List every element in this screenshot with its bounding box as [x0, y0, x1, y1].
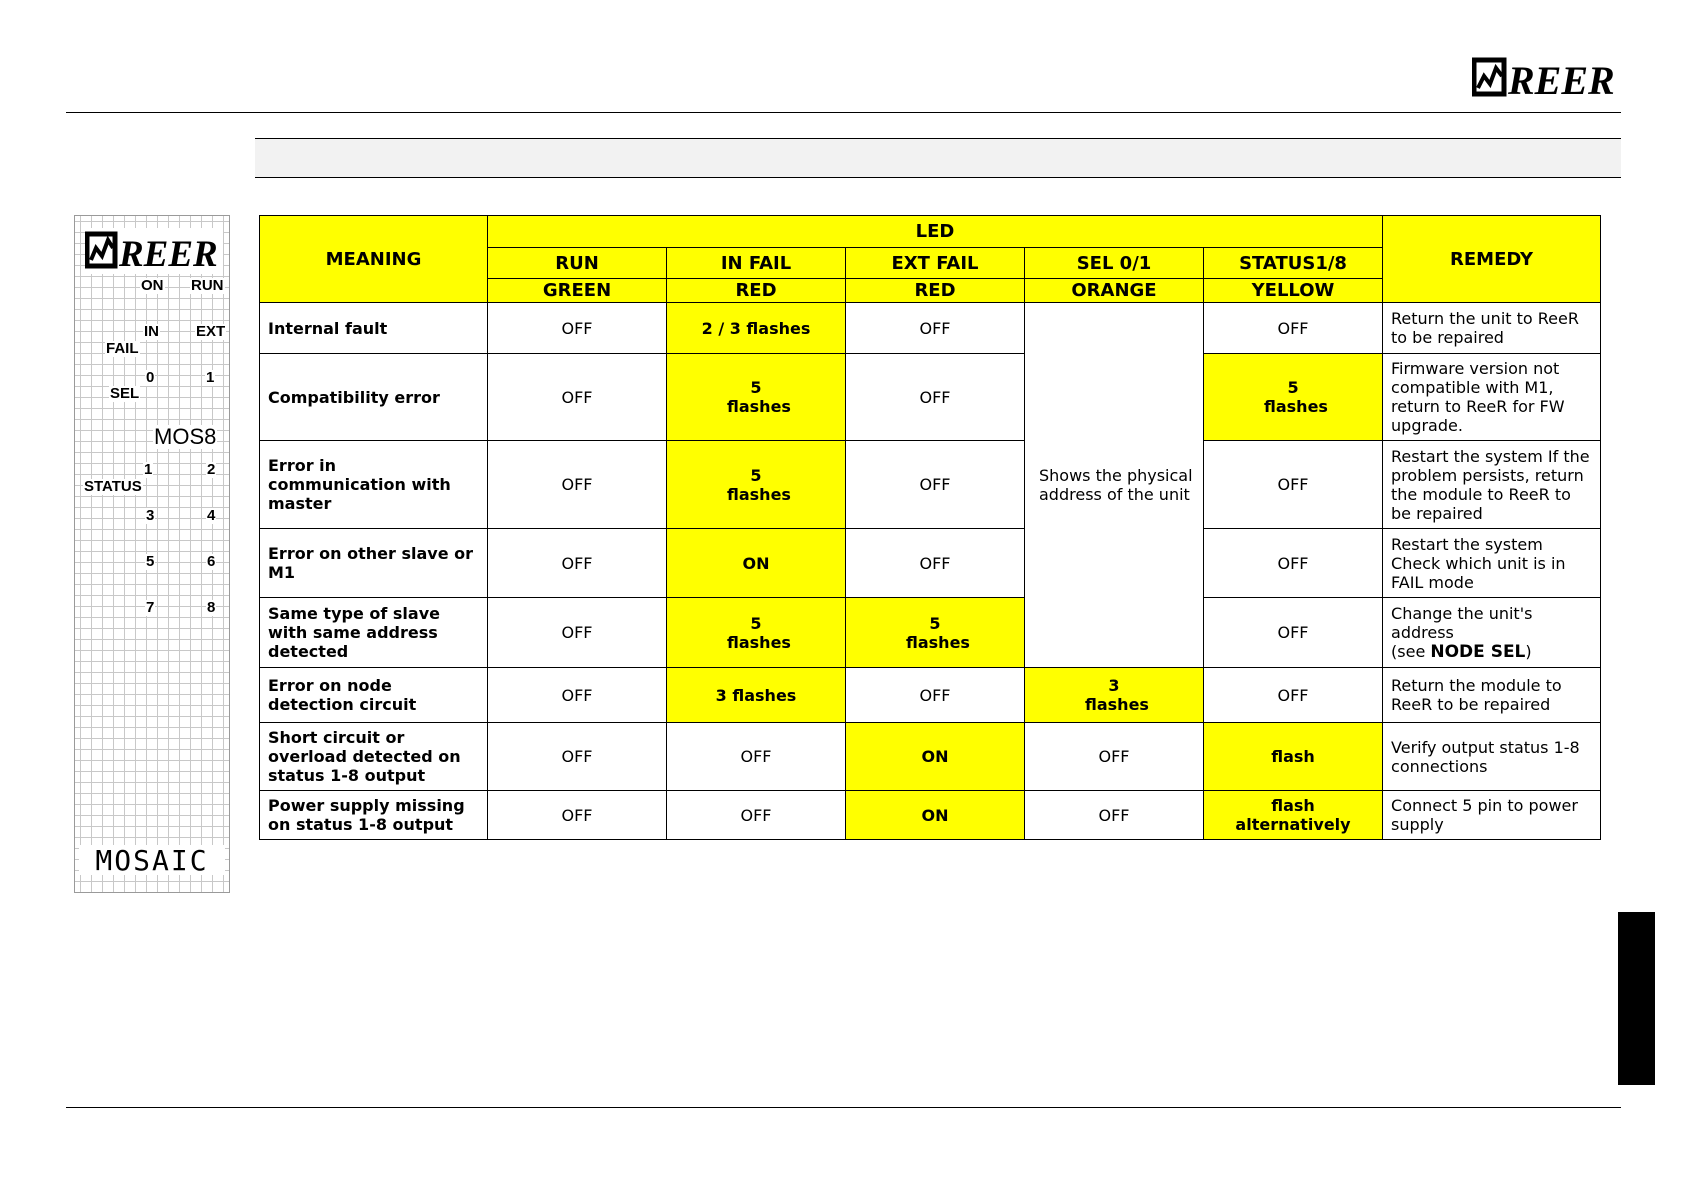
table-row	[260, 723, 1601, 791]
row-meaning: Power supply missing on status 1-8 output	[260, 791, 488, 840]
in-fail-cell: OFF	[667, 791, 846, 840]
row-meaning: Compatibility error	[260, 354, 488, 441]
run-cell: OFF	[488, 303, 667, 354]
remedy-cell	[1383, 598, 1601, 668]
in-fail-cell: 5 flashes	[667, 354, 846, 441]
ext-fail-cell: OFF	[846, 303, 1025, 354]
label-sel: SEL	[110, 385, 140, 402]
color-run: GREEN	[488, 279, 667, 303]
ext-fail-cell: 5 flashes	[846, 598, 1025, 668]
header-run: RUN	[488, 248, 667, 279]
label-status-8: 8	[207, 599, 216, 616]
in-fail-cell: 2 / 3 flashes	[667, 303, 846, 354]
in-fail-cell: OFF	[667, 723, 846, 791]
label-status-6: 6	[207, 553, 216, 570]
remedy-ref-bold: NODE SEL	[1430, 641, 1526, 662]
status-cell: OFF	[1204, 441, 1383, 529]
status-cell: 5 flashes	[1204, 354, 1383, 441]
status-cell: OFF	[1204, 668, 1383, 723]
label-ext: EXT	[196, 323, 226, 340]
run-cell: OFF	[488, 529, 667, 598]
ext-fail-cell: OFF	[846, 354, 1025, 441]
header-ext-fail: EXT FAIL	[846, 248, 1025, 279]
row-meaning: Internal fault	[260, 303, 488, 354]
chapter-tab	[1618, 912, 1655, 1085]
table-row	[260, 668, 1601, 723]
remedy-text: Change the unit's address	[1391, 603, 1533, 642]
ext-fail-cell: ON	[846, 791, 1025, 840]
label-on: ON	[141, 277, 164, 294]
row-meaning: Error on node detection circuit	[260, 668, 488, 723]
logo-wordmark: REER	[1508, 58, 1615, 102]
remedy-ref-open: (see	[1391, 641, 1431, 661]
ext-fail-cell: OFF	[846, 529, 1025, 598]
row-meaning: Short circuit or overload detected on status 1-8 output	[260, 723, 488, 791]
status-cell: flash	[1204, 723, 1383, 791]
run-cell: OFF	[488, 441, 667, 529]
label-sel-1: 1	[206, 369, 215, 386]
ext-fail-cell: ON	[846, 723, 1025, 791]
table-row	[260, 354, 1601, 441]
color-in-fail: RED	[667, 279, 846, 303]
label-model: MOS8	[154, 424, 217, 449]
in-fail-cell: 5 flashes	[667, 598, 846, 668]
header-rule	[66, 112, 1621, 113]
table-row	[260, 441, 1601, 529]
module-reer-logo	[85, 228, 223, 274]
color-sel: ORANGE	[1025, 279, 1204, 303]
sel-cell: OFF	[1025, 791, 1204, 840]
label-status-4: 4	[207, 507, 216, 524]
mos8-module-panel	[74, 215, 230, 893]
label-sel-0: 0	[146, 369, 155, 386]
label-status: STATUS	[84, 478, 142, 495]
remedy-cell: Return the unit to ReeR to be repaired	[1383, 303, 1601, 354]
in-fail-cell: ON	[667, 529, 846, 598]
sel-cell: 3 flashes	[1025, 668, 1204, 723]
section-band	[255, 138, 1621, 178]
remedy-cell: Restart the system If the problem persists, return the module to ReeR to be repaired	[1383, 441, 1601, 529]
row-meaning: Error in communication with master	[260, 441, 488, 529]
table-row	[260, 791, 1601, 840]
mosaic-wordmark	[79, 845, 225, 875]
header-sel: SEL 0/1	[1025, 248, 1204, 279]
led-diagnostic-table	[259, 215, 1601, 840]
sel-merged-cell: Shows the physical address of the unit	[1025, 303, 1204, 668]
sel-cell: OFF	[1025, 723, 1204, 791]
label-status-5: 5	[146, 553, 155, 570]
module-logo-wordmark: REER	[119, 234, 218, 274]
label-status-3: 3	[146, 507, 155, 524]
table-row	[260, 529, 1601, 598]
color-status: YELLOW	[1204, 279, 1383, 303]
remedy-cell: Restart the system Check which unit is in FAIL mode	[1383, 529, 1601, 598]
remedy-ref-close: )	[1525, 641, 1532, 661]
label-fail: FAIL	[106, 340, 139, 357]
label-in: IN	[144, 323, 159, 340]
status-cell: flash alternatively	[1204, 791, 1383, 840]
in-fail-cell: 3 flashes	[667, 668, 846, 723]
row-meaning: Same type of slave with same address detected	[260, 598, 488, 668]
status-cell: OFF	[1204, 303, 1383, 354]
reer-logo	[1472, 54, 1622, 102]
color-ext-fail: RED	[846, 279, 1025, 303]
run-cell: OFF	[488, 791, 667, 840]
remedy-cell: Verify output status 1-8 connections	[1383, 723, 1601, 791]
label-status-1: 1	[144, 461, 153, 478]
header-in-fail: IN FAIL	[667, 248, 846, 279]
header-led: LED	[488, 216, 1383, 248]
status-cell: OFF	[1204, 529, 1383, 598]
run-cell: OFF	[488, 668, 667, 723]
run-cell: OFF	[488, 354, 667, 441]
header-status: STATUS1/8	[1204, 248, 1383, 279]
ext-fail-cell: OFF	[846, 441, 1025, 529]
row-meaning: Error on other slave or M1	[260, 529, 488, 598]
table-row	[260, 598, 1601, 668]
label-status-7: 7	[146, 599, 155, 616]
remedy-cell: Return the module to ReeR to be repaired	[1383, 668, 1601, 723]
label-run: RUN	[191, 277, 224, 294]
mosaic-text: MOSAIC	[95, 845, 209, 875]
label-status-2: 2	[207, 461, 216, 478]
footer-rule	[66, 1107, 1621, 1108]
in-fail-cell: 5 flashes	[667, 441, 846, 529]
ext-fail-cell: OFF	[846, 668, 1025, 723]
status-cell: OFF	[1204, 598, 1383, 668]
header-meaning: MEANING	[260, 216, 488, 303]
table-row	[260, 303, 1601, 354]
run-cell: OFF	[488, 723, 667, 791]
remedy-cell: Connect 5 pin to power supply	[1383, 791, 1601, 840]
header-remedy: REMEDY	[1383, 216, 1601, 303]
run-cell: OFF	[488, 598, 667, 668]
remedy-cell: Firmware version not compatible with M1, return to ReeR for FW upgrade.	[1383, 354, 1601, 441]
